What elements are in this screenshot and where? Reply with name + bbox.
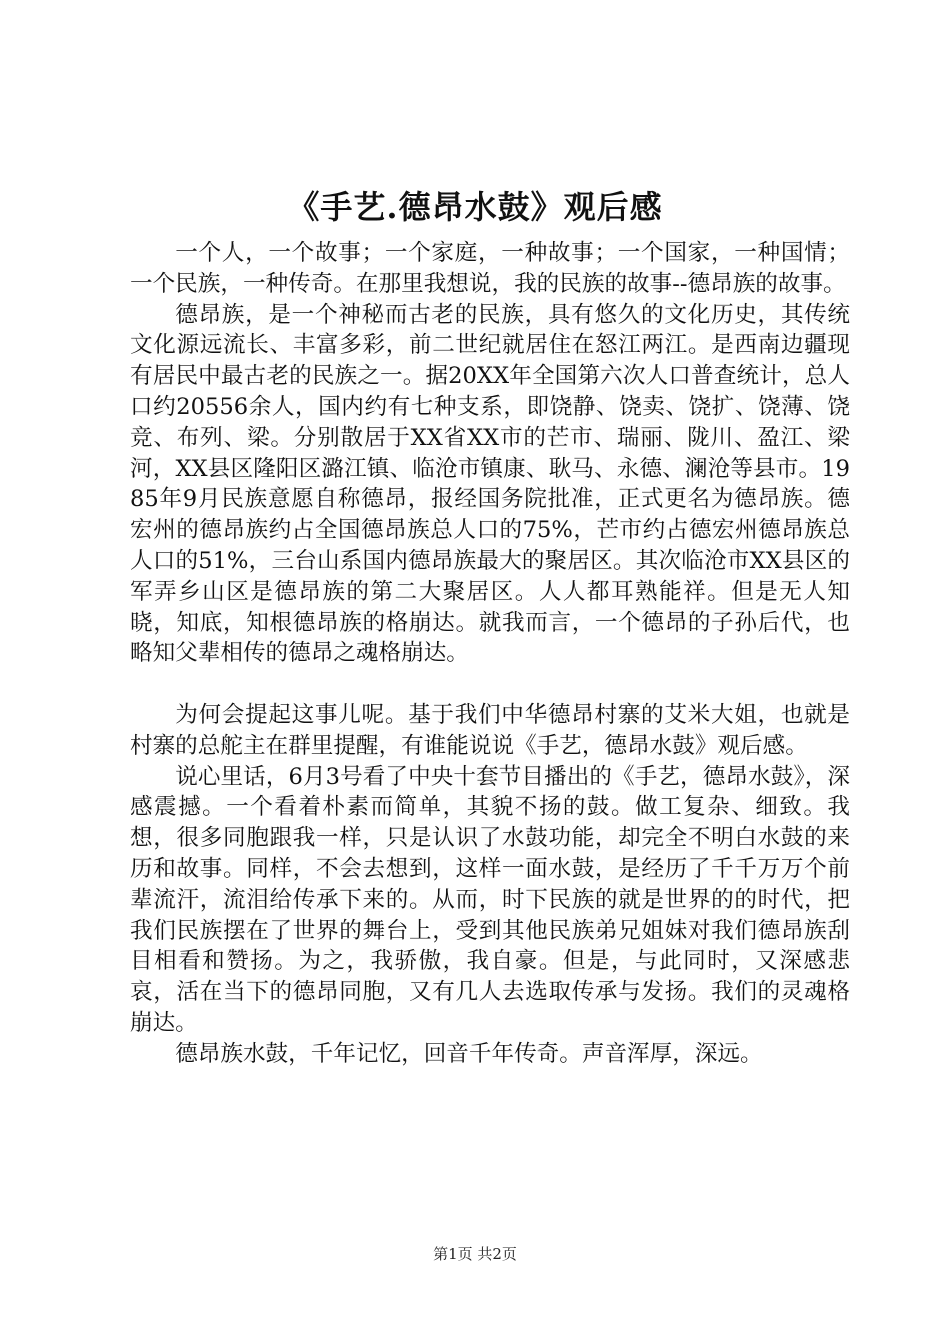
- paragraph-water-drum: 德昂族水鼓，千年记忆，回音千年传奇。声音浑厚，深远。: [175, 1040, 763, 1067]
- document-title: 《手艺.德昂水鼓》观后感: [287, 188, 663, 226]
- page-number-footer: 第1页 共2页: [433, 1245, 517, 1263]
- paragraph-reflection: 说心里话，6月3号看了中央十套节目播出的《手艺，德昂水鼓》，深感震撼。一个看着朴素而简单，其貌不扬的鼓。做工复杂、细致。我想，很多同胞跟我一样，只是认识了水鼓功能，却完全不明白水鼓的来历和故事。同样，不会去想到，这样一面水鼓，是经历了千千万万个前辈流汗，流泪给传承下来的。从而，时下民族的就是世界的的时代，把我们民族摆在了世界的舞台上，受到其他民族弟兄姐妹对我们德昂族刮目相看和赞扬。为之，我骄傲，我自豪。但是，与此同时，又深感悲哀，活在当下的德昂同胞，又有几人去选取传承与发扬。我们的灵魂格崩达。: [130, 763, 850, 1036]
- paragraph-reason: 为何会提起这事儿呢。基于我们中华德昂村寨的艾米大姐，也就是村寨的总舵主在群里提醒，有谁能说说《手艺，德昂水鼓》观后感。: [130, 701, 850, 759]
- paragraph-history: 德昂族，是一个神秘而古老的民族，具有悠久的文化历史，其传统文化源远流长、丰富多彩，前二世纪就居住在怒江两江。是西南边疆现有居民中最古老的民族之一。据20XX年全国第六次人口普查统计，总人口约20556余人，国内约有七种支系，即饶静、饶卖、饶扩、饶薄、饶竞、布列、梁。分别散居于XX省XX市的芒市、瑞丽、陇川、盈江、梁河，XX县区隆阳区潞江镇、临沧市镇康、耿马、永德、澜沧等县市。1985年9月民族意愿自称德昂，报经国务院批准，正式更名为德昂族。德宏州的德昂族约占全国德昂族总人口的75%，芒市约占德宏州德昂族总人口的51%，三台山系国内德昂族最大的聚居区。其次临沧市XX县区的军弄乡山区是德昂族的第二大聚居区。人人都耳熟能祥。但是无人知晓，知底，知根德昂族的格崩达。就我而言，一个德昂的子孙后代，也略知父辈相传的德昂之魂格崩达。: [130, 301, 850, 667]
- document-body: [130, 238, 850, 1070]
- paragraph-intro: 一个人，一个故事；一个家庭，一种故事；一个国家，一种国情；一个民族，一种传奇。在那里我想说，我的民族的故事--德昂族的故事。: [130, 240, 850, 297]
